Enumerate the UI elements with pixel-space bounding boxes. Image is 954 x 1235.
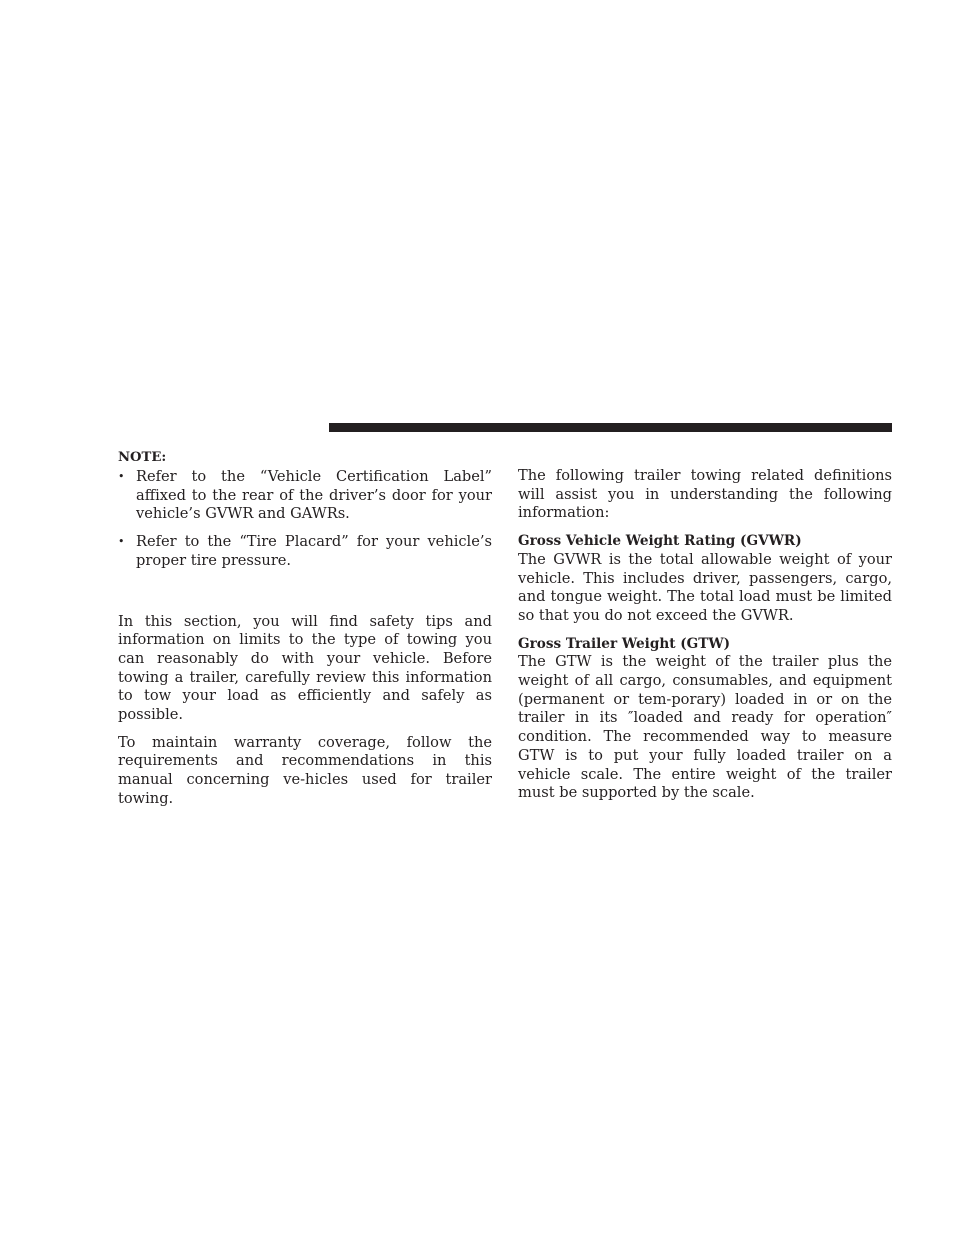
- definition-heading: Gross Trailer Weight (GTW): [518, 635, 731, 652]
- intro-paragraph: The following trailer towing related definitions will assist you in understanding the following information:: [518, 467, 892, 522]
- note-bullet-item: [118, 533, 492, 570]
- definition-body: The GVWR is the total allowable weight of your vehicle. This includes driver, passengers, cargo, and tongue weight. The total load must be limited so that you do not exceed the GVWR.: [518, 550, 892, 624]
- body-paragraph: In this section, you will find safety tips and information on limits to the type of towing you can reasonably do with your vehicle. Before towing a trailer, carefully review this information to tow your load as efficiently and safely as possible.: [118, 612, 492, 724]
- bullet-icon: •: [118, 470, 125, 483]
- note-bullet-item: [118, 468, 492, 524]
- left-column: [118, 450, 492, 809]
- right-column: [518, 467, 892, 803]
- bullet-icon: •: [118, 535, 125, 549]
- note-bullet-text: Refer to the “Tire Placard” for your vehicle’s proper tire pressure.: [136, 533, 492, 569]
- note-label: NOTE:: [118, 450, 167, 465]
- definition-heading: Gross Vehicle Weight Rating (GVWR): [518, 533, 802, 550]
- section-header-rule: [329, 423, 892, 432]
- note-bullet-list: [118, 468, 492, 571]
- body-paragraph: To maintain warranty coverage, follow the requirements and recommendations in this manual concerning ve-hicles used for trailer towing.: [118, 733, 492, 807]
- note-bullet-text: Refer to the “Vehicle Certification Label” affixed to the rear of the driver’s door for your vehicle’s GVWR and GAWRs.: [136, 468, 492, 523]
- definition-body: The GTW is the weight of the trailer plus the weight of all cargo, consumables, and equipment (permanent or tem-porary) loaded in or on the trailer in its ″loaded and ready for operation″ condition. The recommended way to measure GTW is to put your fully loaded trailer on a vehicle scale. The entire weight of the trailer must be supported by the scale.: [518, 653, 892, 802]
